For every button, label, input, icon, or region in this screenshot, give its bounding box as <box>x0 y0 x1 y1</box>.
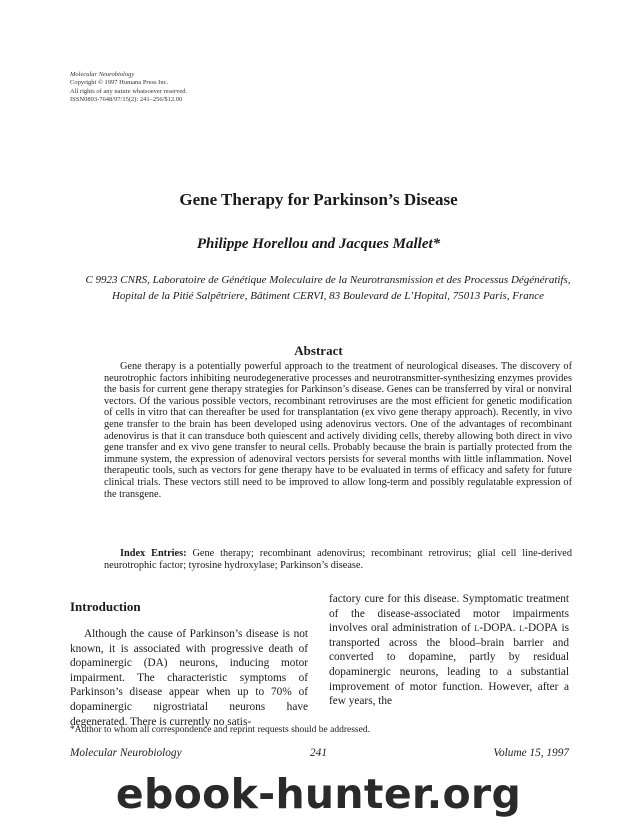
index-entries-label: Index Entries: <box>120 548 187 559</box>
abstract-heading: Abstract <box>294 343 343 358</box>
introduction-heading: Introduction <box>70 599 141 614</box>
rights-line: All rights of any nature whatsoever reserved. <box>70 87 188 95</box>
abstract-body: Gene therapy is a potentially powerful approach to the treatment of neurological diseases. The discovery of neurotrophic factors inhibiting neurodegenerative processes and neurotransmitter-synthesizing enzymes provides the basis for current gene therapy strategies for Parkinson’s disease. Genes can be transferred by viral or nonviral vectors. Of the various possible vectors, recombinant retroviruses are the most efficient for genetic modification of cells in vitro that can thereafter be used for transplantation (ex vivo gene therapy approach). Recently, in vivo gene transfer to the brain has been developed using adenovirus vectors. One of the advantages of recombinant adenovirus is that it can transduce both quiescent and actively dividing cells, thereby allowing both direct in vivo gene transfer and ex vivo gene transfer to neural cells. Probably because the brain is partially protected from the immune system, the expression of adenoviral vectors persists for several months with little inflammation. Novel therapeutic tools, such as vectors for gene therapy have to be evaluated in terms of efficacy and safety for future clinical trials. These vectors still need to be improved to allow long-term and possibly regulatable expression of the transgene. <box>104 361 572 500</box>
index-entries <box>104 548 572 572</box>
intro-right-text-1: factory cure for this disease. Symptomatic treatment of the disease-associated motor impairments involves oral administration of <box>329 593 569 635</box>
copyright-line: Copyright © 1997 Humana Press Inc. <box>70 79 169 87</box>
author-affiliation: C 9923 CNRS, Laboratoire de Génétique Moleculaire de la Neurotransmission et des Processus Dégénératifs, Hopital de la Pitié Salpêtriere, Bâtiment CERVI, 83 Boulevard de L’Hopital, 75013 Paris, France <box>85 274 571 302</box>
article-title: Gene Therapy for Parkinson’s Disease <box>179 190 458 209</box>
footer-volume: Volume 15, 1997 <box>493 747 569 759</box>
footer-page-number: 241 <box>310 747 327 759</box>
publication-info <box>70 71 187 105</box>
article-authors: Philippe Horellou and Jacques Mallet* <box>196 236 441 252</box>
ldopa-term-1: l-DOPA. <box>474 622 516 635</box>
ldopa-term-2: l-DOPA <box>519 622 558 635</box>
correspondence-footnote: *Author to whom all correspondence and reprint requests should be addressed. <box>70 725 370 735</box>
footer-journal: Molecular Neurobiology <box>70 747 182 759</box>
introduction-right-column <box>329 592 569 709</box>
index-entries-text: Gene therapy; recombinant adenovirus; recombinant retrovirus; glial cell line-derived neurotrophic factor; tyrosine hydroxylase; Parkinson’s disease. <box>104 548 573 571</box>
intro-right-text-2: is transported across the blood–brain barrier and converted to dopamine, partly by residual dopaminergic neurons, leading to a substantial improvement of motor function. However, after a few years, the <box>329 622 570 708</box>
issn-line: ISSN0893-7648/97/15(2): 241–256/$12.00 <box>70 96 183 104</box>
journal-name: Molecular Neurobiology <box>70 71 135 78</box>
introduction-left-column: Although the cause of Parkinson’s disease is not known, it is associated with progressive death of dopaminergic (DA) neurons, inducing motor impairment. The characteristic symptoms of Parkinson’s disease appear when up to 70% of dopaminergic nigrostriatal neurons have degenerated. There is currently no satis- <box>70 628 308 728</box>
watermark-text: ebook-hunter.org <box>115 770 522 818</box>
